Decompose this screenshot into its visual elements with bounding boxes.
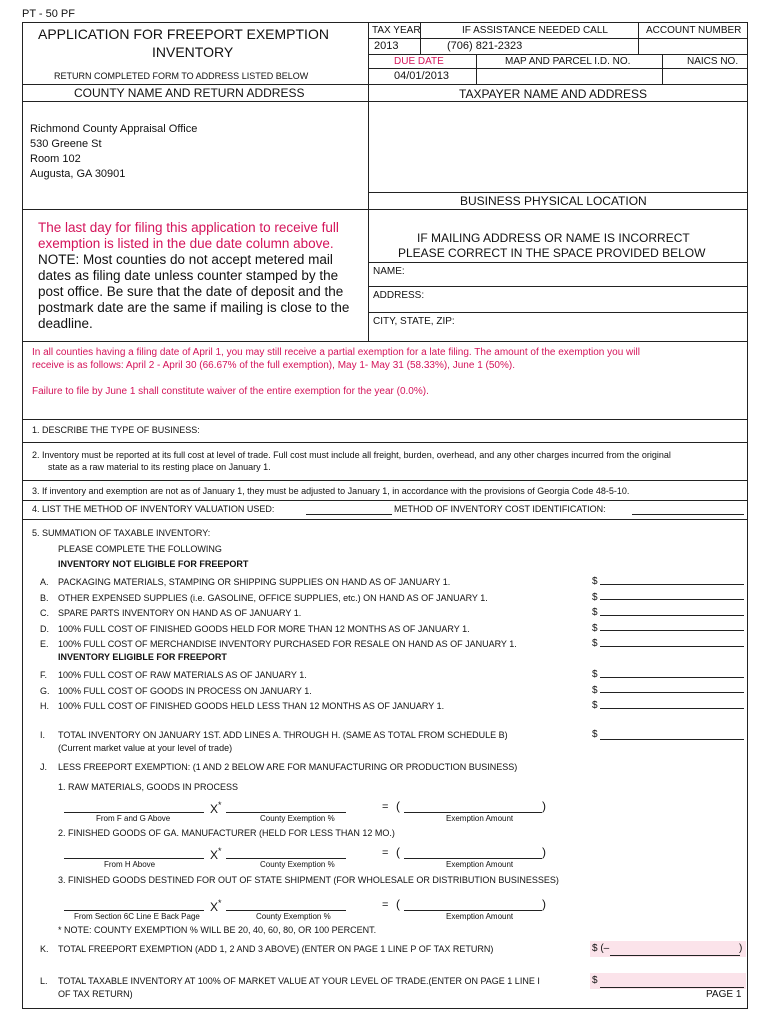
line-k-underline <box>610 955 740 956</box>
eligible-lines <box>40 668 444 715</box>
j2-title: 2. FINISHED GOODS OF GA. MANUFACTURER (HELD FOR LESS THAN 12 MO.) <box>58 828 395 838</box>
not-eligible-header: INVENTORY NOT ELIGIBLE FOR FREEPORT <box>58 559 249 569</box>
j2-exemption-amount-field[interactable] <box>404 858 542 859</box>
j1-title: 1. RAW MATERIALS, GOODS IN PROCESS <box>58 782 239 792</box>
line-d: D. 100% FULL COST OF FINISHED GOODS HELD FOR MORE THAN 12 MONTHS AS OF JANUARY 1. <box>40 623 470 634</box>
form-title-line2: INVENTORY <box>152 44 234 60</box>
j3-exemption-amount-field[interactable] <box>404 910 542 911</box>
question-2-line2: state as a raw material to its resting place on January 1. <box>48 462 271 472</box>
j2-open-paren: ( <box>396 845 400 859</box>
dollar-sign: $ <box>592 591 598 603</box>
line-g-amount[interactable] <box>600 692 744 693</box>
dollar-sign: $ <box>592 700 598 711</box>
j3-multiply: X* <box>210 898 222 914</box>
dollar-sign: $ <box>592 638 598 649</box>
line-l: L. TOTAL TAXABLE INVENTORY AT 100% OF MARKET VALUE AT YOUR LEVEL OF TRADE.(ENTER ON PAGE 1 LINE I <box>40 976 540 986</box>
j2-equals: = <box>382 847 389 859</box>
tax-year-label: TAX YEAR <box>372 25 421 36</box>
account-number-label: ACCOUNT NUMBER <box>646 25 742 36</box>
line-b: B. OTHER EXPENSED SUPPLIES (i.e. GASOLINE, OFFICE SUPPLIES, etc.) ON HAND AS OF JANUARY 1. <box>40 592 488 603</box>
section-5-subtitle: PLEASE COMPLETE THE FOLLOWING <box>58 544 222 554</box>
line-a: A. PACKAGING MATERIALS, STAMPING OR SHIPPING SUPPLIES ON HAND AS OF JANUARY 1. <box>40 577 451 587</box>
j3-county-pct-field[interactable] <box>226 910 346 911</box>
amount-fields <box>592 574 598 652</box>
line-l-underline <box>600 987 744 988</box>
line-c-amount[interactable] <box>600 615 744 616</box>
filing-notice-black: NOTE: Most counties do not accept metered mail dates as filing date unless counter stamped by the post office. Be sure that the date of deposit and the postmark date are the same if mailing is close to the deadline. <box>38 252 350 331</box>
dollar-sign: $ <box>592 607 598 618</box>
line-a-amount[interactable] <box>600 584 744 585</box>
valuation-method-field[interactable] <box>306 514 392 515</box>
j1-close-paren: ) <box>542 799 546 813</box>
j1-exemption-amount-label: Exemption Amount <box>446 814 514 823</box>
line-e-amount[interactable] <box>600 646 744 647</box>
late-note-3: Failure to file by June 1 shall constitute waiver of the entire exemption for the year (0.0%). <box>32 386 429 397</box>
j1-from-field[interactable] <box>64 812 204 813</box>
not-eligible-lines <box>40 575 517 653</box>
line-l-note: OF TAX RETURN) <box>58 989 133 999</box>
line-k-open: $ (– <box>592 943 610 954</box>
j1-from-label: From F and G Above <box>96 814 171 823</box>
j2-from-label: From H Above <box>104 860 156 869</box>
correction-name-label: NAME: <box>373 266 405 277</box>
j2-close-paren: ) <box>542 845 546 859</box>
line-k: K. TOTAL FREEPORT EXEMPTION (ADD 1, 2 AND 3 ABOVE) (ENTER ON PAGE 1 LINE P OF TAX RETURN) <box>40 944 494 954</box>
correction-city-label: CITY, STATE, ZIP: <box>373 316 455 327</box>
filing-notice-red: The last day for filing this application to receive full exemption is listed in the due date column above. <box>38 220 339 251</box>
address-line: Room 102 <box>30 153 81 165</box>
form-title-line1: APPLICATION FOR FREEPORT EXEMPTION <box>38 26 329 42</box>
question-1: 1. DESCRIBE THE TYPE OF BUSINESS: <box>32 425 200 435</box>
j3-close-paren: ) <box>542 897 546 911</box>
phone-number: (706) 821-2323 <box>447 40 523 52</box>
address-line: 530 Greene St <box>30 138 102 150</box>
page-number: PAGE 1 <box>706 989 742 1000</box>
j1-county-pct-label: County Exemption % <box>260 814 335 823</box>
line-i-amount[interactable] <box>600 739 744 740</box>
return-note: RETURN COMPLETED FORM TO ADDRESS LISTED BELOW <box>54 71 309 81</box>
due-date-label: DUE DATE <box>394 56 444 67</box>
j3-open-paren: ( <box>396 897 400 911</box>
line-f: F. 100% FULL COST OF RAW MATERIALS AS OF JANUARY 1. <box>40 670 307 680</box>
address-line: Richmond County Appraisal Office <box>30 123 198 135</box>
question-4-valuation-label: 4. LIST THE METHOD OF INVENTORY VALUATION USED: <box>32 504 275 514</box>
line-k-close: ) <box>739 943 743 954</box>
county-exemption-note: * NOTE: COUNTY EXEMPTION % WILL BE 20, 40, 60, 80, OR 100 PERCENT. <box>58 925 377 935</box>
naics-label: NAICS NO. <box>687 56 739 67</box>
dollar-sign: $ <box>592 729 598 740</box>
j3-title: 3. FINISHED GOODS DESTINED FOR OUT OF STATE SHIPMENT (FOR WHOLESALE OR DISTRIBUTION BUSINESSES) <box>58 875 559 885</box>
j2-county-pct-label: County Exemption % <box>260 860 335 869</box>
tax-year-value: 2013 <box>374 40 399 52</box>
j1-county-pct-field[interactable] <box>226 812 346 813</box>
line-g: G. 100% FULL COST OF GOODS IN PROCESS ON JANUARY 1. <box>40 685 312 696</box>
correction-address-label: ADDRESS: <box>373 290 425 301</box>
dollar-sign: $ <box>592 684 598 696</box>
correction-header-1: IF MAILING ADDRESS OR NAME IS INCORRECT <box>417 231 690 245</box>
j2-multiply: X* <box>210 846 222 862</box>
due-date-value: 04/01/2013 <box>394 70 450 82</box>
filing-notice <box>38 220 356 332</box>
amount-fields-eligible <box>592 667 598 714</box>
j2-from-field[interactable] <box>64 858 204 859</box>
section-5-title: 5. SUMMATION OF TAXABLE INVENTORY: <box>32 528 211 538</box>
line-f-amount[interactable] <box>600 677 744 678</box>
correction-header-2: PLEASE CORRECT IN THE SPACE PROVIDED BELOW <box>398 246 706 260</box>
j2-county-pct-field[interactable] <box>226 858 346 859</box>
line-c: C. SPARE PARTS INVENTORY ON HAND AS OF JANUARY 1. <box>40 608 302 618</box>
j1-open-paren: ( <box>396 799 400 813</box>
dollar-sign: $ <box>592 576 598 587</box>
dollar-sign: $ <box>592 622 598 634</box>
question-4-cost-label: METHOD OF INVENTORY COST IDENTIFICATION: <box>394 504 606 514</box>
j3-equals: = <box>382 899 389 911</box>
line-b-amount[interactable] <box>600 599 744 600</box>
late-note-1: In all counties having a filing date of April 1, you may still receive a partial exemption for a late filing. The amount of the exemption you will <box>32 347 640 358</box>
county-address <box>30 122 197 182</box>
taxpayer-header: TAXPAYER NAME AND ADDRESS <box>459 87 648 101</box>
dollar-sign: $ <box>592 669 598 680</box>
line-e: E. 100% FULL COST OF MERCHANDISE INVENTORY PURCHASED FOR RESALE ON HAND AS OF JANUARY 1. <box>40 639 517 649</box>
map-parcel-label: MAP AND PARCEL I.D. NO. <box>505 56 631 67</box>
address-line: Augusta, GA 30901 <box>30 168 126 180</box>
j3-exemption-amount-label: Exemption Amount <box>446 912 514 921</box>
line-j: J. LESS FREEPORT EXEMPTION: (1 AND 2 BELOW ARE FOR MANUFACTURING OR PRODUCTION BUSINESS) <box>40 762 518 772</box>
j1-exemption-amount-field[interactable] <box>404 812 542 813</box>
j3-county-pct-label: County Exemption % <box>256 912 331 921</box>
question-3: 3. If inventory and exemption are not as of January 1, they must be adjusted to January 1, in accordance with the provisions of Georgia Code 48-5-10. <box>32 486 630 496</box>
cost-identification-field[interactable] <box>632 514 744 515</box>
line-h: H. 100% FULL COST OF FINISHED GOODS HELD LESS THAN 12 MONTHS AS OF JANUARY 1. <box>40 701 445 711</box>
j1-multiply: X* <box>210 800 222 816</box>
form-code: PT - 50 PF <box>22 8 75 20</box>
business-location-label: BUSINESS PHYSICAL LOCATION <box>460 194 647 208</box>
question-2-line1: 2. Inventory must be reported at its full cost at level of trade. Full cost must include all freight, burden, overhead, and any other charges incurred from the original <box>32 450 671 460</box>
j2-exemption-amount-label: Exemption Amount <box>446 860 514 869</box>
assist-label: IF ASSISTANCE NEEDED CALL <box>462 25 608 36</box>
line-h-amount[interactable] <box>600 708 744 709</box>
line-d-amount[interactable] <box>600 630 744 631</box>
line-i: I. TOTAL INVENTORY ON JANUARY 1ST. ADD LINES A. THROUGH H. (SAME AS TOTAL FROM SCHEDULE B) <box>40 730 508 740</box>
eligible-header: INVENTORY ELIGIBLE FOR FREEPORT <box>58 652 227 662</box>
county-header: COUNTY NAME AND RETURN ADDRESS <box>74 86 305 100</box>
j1-equals: = <box>382 801 389 813</box>
j3-from-label: From Section 6C Line E Back Page <box>74 912 200 921</box>
dollar-sign: $ <box>592 975 598 986</box>
j3-from-field[interactable] <box>64 910 204 911</box>
late-note-2: receive is as follows: April 2 - April 30 (66.67% of the full exemption), May 1- May 31 (58.33%), June 1 (50%). <box>32 360 515 371</box>
line-i-note: (Current market value at your level of trade) <box>58 743 233 753</box>
